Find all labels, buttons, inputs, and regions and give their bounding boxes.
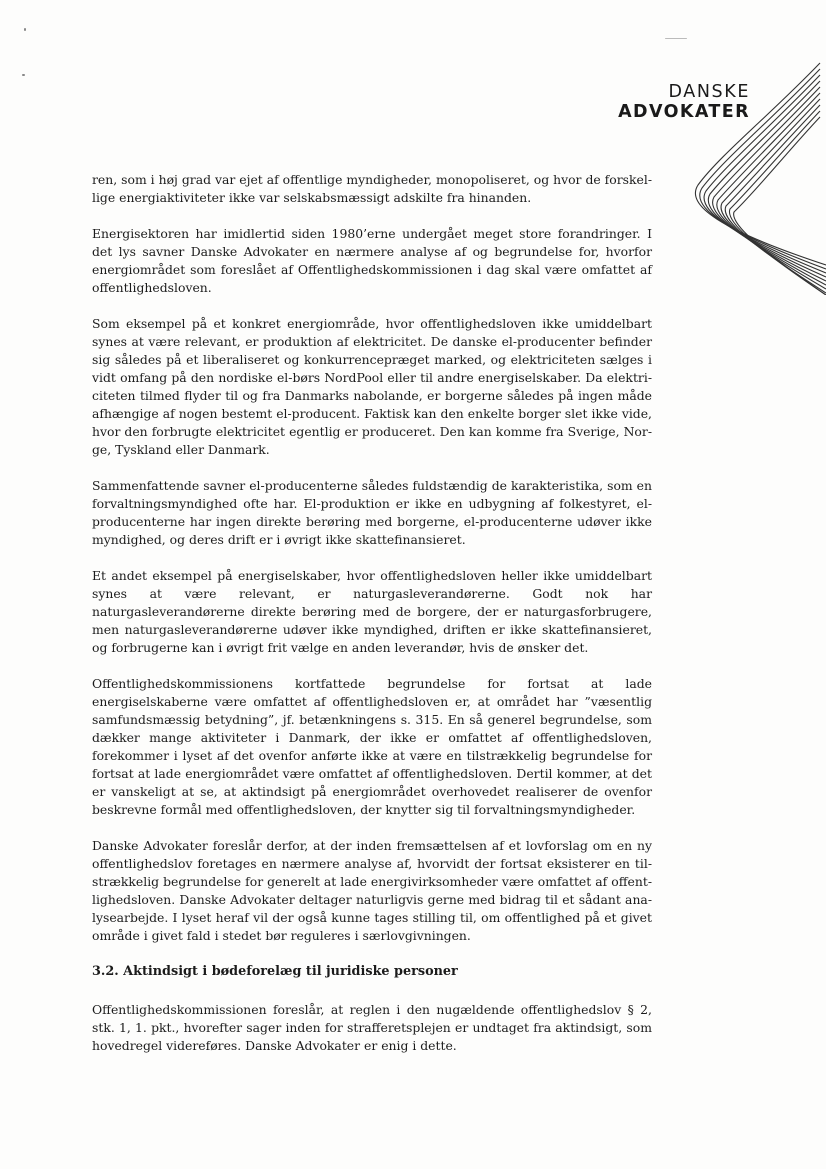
scan-speck bbox=[22, 74, 25, 76]
paragraph: Sammenfattende savner el-producenterne således fuldstændig de karakteristika, som en forvaltningsmyndighed ofte har. El-produktion er ikke en udbygning af folkestyret, elproducenterne har ingen direkte berøring med borgerne, el-producenterne udøver ikke myndighed, og deres drift er i øvrigt ikke skattefinansieret. bbox=[92, 478, 652, 547]
logo-line-advokater: ADVOKATER bbox=[618, 102, 750, 122]
logo-line-danske: DANSKE bbox=[668, 82, 750, 102]
scan-speck bbox=[665, 38, 687, 39]
paragraph: Et andet eksempel på energiselskaber, hvor offentlighedsloven heller ikke umiddelbart synes at være relevant, er naturgasleverandørerne. Godt nok har naturgasleverandørerne direkte berøring med de borgere, der er naturgasforbrugere, men naturgasleverandørerne udøver ikke myndighed, driften er ikke skattefinansieret, og forbrugerne kan i øvrigt frit vælge en anden leverandør, hvis de ønsker det. bbox=[92, 568, 652, 655]
paragraph: ren, som i høj grad var ejet af offentlige myndigheder, monopoliseret, og hvor de forskellige energiaktiviteter ikke var selskabsmæssigt adskilte fra hinanden. bbox=[92, 172, 652, 205]
paragraph: Danske Advokater foreslår derfor, at der inden fremsættelsen af et lovforslag om en ny offentlighedslov foretages en nærmere analyse af, hvorvidt der fortsat eksisterer en tilstrækkelig begrundelse for generelt at lade energivirksomheder være omfattet af offentlighedsloven. Danske Advokater deltager naturligvis gerne med bidrag til et sådant analysearbejde. I lyset heraf vil der også kunne tages stilling til, om offentlighed på et givet område i givet fald i stedet bør reguleres i særlovgivningen. bbox=[92, 838, 652, 943]
paragraph: Energisektoren har imidlertid siden 1980’erne undergået meget store forandringer. I det lys savner Danske Advokater en nærmere analyse af og begrundelse for, hvorfor energiområdet som foreslået af Offentlighedskommissionen i dag skal være omfattet af offentlighedsloven. bbox=[92, 226, 652, 295]
section-heading: 3.2. Aktindsigt i bødeforelæg til juridiske personer bbox=[92, 964, 458, 979]
danske-advokater-logo bbox=[618, 82, 750, 122]
paragraph: Offentlighedskommissionens kortfattede begrundelse for fortsat at lade energiselskaberne være omfattet af offentlighedsloven er, at området har ”væsentlig samfundsmæssig betydning”, jf. betænkningens s. 315. En så generel begrundelse, som dækker mange aktiviteter i Danmark, der ikke er omfattet af offentlighedsloven, forekommer i lyset af det ovenfor anførte ikke at være en tilstrækkelig begrundelse for fortsat at lade energiområdet være omfattet af offentlighedsloven. Dertil kommer, at det er vanskeligt at se, at aktindsigt på energiområdet overhovedet realiserer de ovenfor beskrevne formål med offentlighedsloven, der knytter sig til forvaltningsmyndigheder. bbox=[92, 676, 652, 817]
paragraph: Som eksempel på et konkret energiområde, hvor offentlighedsloven ikke umiddelbart synes at være relevant, er produktion af elektricitet. De danske el-producenter befinder sig således på et liberaliseret og konkurrencepræget marked, og elektriciteten sælges i vidt omfang på den nordiske el-børs NordPool eller til andre energiselskaber. Da elektriciteten tilmed flyder til og fra Danmarks nabolande, er borgerne således på ingen måde afhængige af nogen bestemt el-producent. Faktisk kan den enkelte borger slet ikke vide, hvor den forbrugte elektricitet egentlig er produceret. Den kan komme fra Sverige, Norge, Tyskland eller Danmark. bbox=[92, 316, 652, 457]
scan-speck bbox=[24, 28, 26, 31]
paragraph: Offentlighedskommissionen foreslår, at reglen i den nugældende offentlighedslov § 2, stk. 1, 1. pkt., hvorefter sager inden for strafferetsplejen er undtaget fra aktindsigt, som hovedregel videreføres. Danske Advokater er enig i dette. bbox=[92, 1002, 652, 1053]
letter-body bbox=[92, 171, 652, 1073]
